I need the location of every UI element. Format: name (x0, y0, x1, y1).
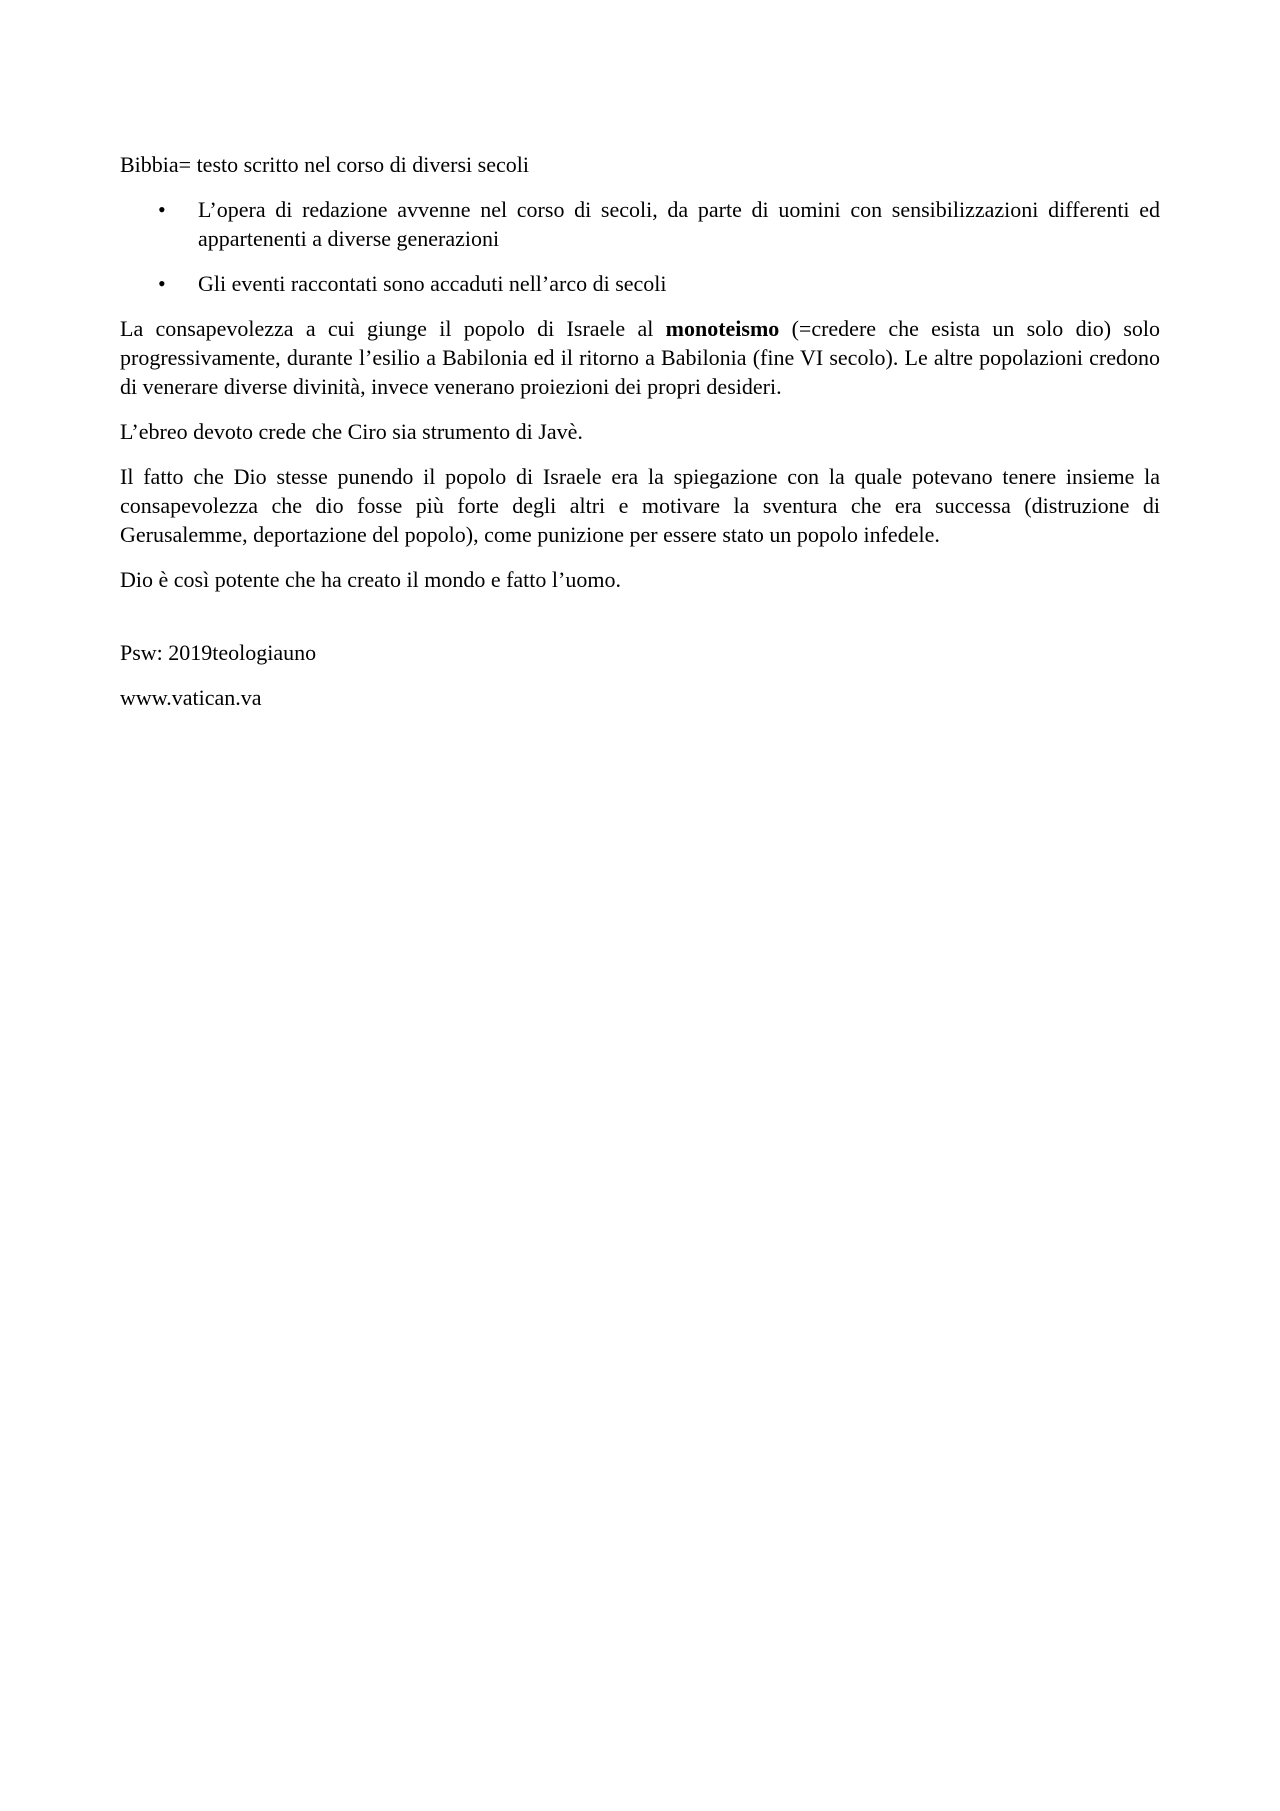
monotheism-text-before: La consapevolezza a cui giunge il popolo di Israele al (120, 316, 666, 341)
list-item (120, 195, 1160, 253)
bullet-text: L’opera di redazione avvenne nel corso di secoli, da parte di uomini con sensibilizzazioni differenti ed appartenenti a diverse generazioni (198, 197, 1160, 251)
creation-paragraph: Dio è così potente che ha creato il mondo e fatto l’uomo. (120, 567, 621, 592)
monotheism-term: monoteismo (665, 316, 780, 341)
blank-line (120, 610, 1160, 638)
bullet-text: Gli eventi raccontati sono accaduti nell’arco di secoli (198, 271, 667, 296)
bullet-icon: • (158, 271, 166, 296)
monotheism-paragraph (120, 314, 1160, 401)
monotheism-text-after: (=credere che esista un solo dio) solo progressivamente, durante l’esilio a Babilonia ed il ritorno a Babilonia (fine VI secolo). Le altre popolazioni credono di venerare diverse divinità, invece venerano proiezioni dei propri desideri. (120, 316, 1160, 399)
ciro-paragraph: L’ebreo devoto crede che Ciro sia strumento di Javè. (120, 419, 583, 444)
list-item (120, 269, 1160, 298)
punishment-paragraph: Il fatto che Dio stesse punendo il popolo di Israele era la spiegazione con la quale potevano tenere insieme la consapevolezza che dio fosse più forte degli altri e motivare la sventura che era successa (distruzione di Gerusalemme, deportazione del popolo), come punizione per essere stato un popolo infedele. (120, 464, 1160, 547)
document-page (120, 150, 1160, 728)
bullet-list (120, 195, 1160, 298)
intro-line: Bibbia= testo scritto nel corso di diversi secoli (120, 152, 529, 177)
website-line: www.vatican.va (120, 685, 262, 710)
bullet-icon: • (158, 197, 166, 222)
password-line: Psw: 2019teologiauno (120, 640, 317, 665)
